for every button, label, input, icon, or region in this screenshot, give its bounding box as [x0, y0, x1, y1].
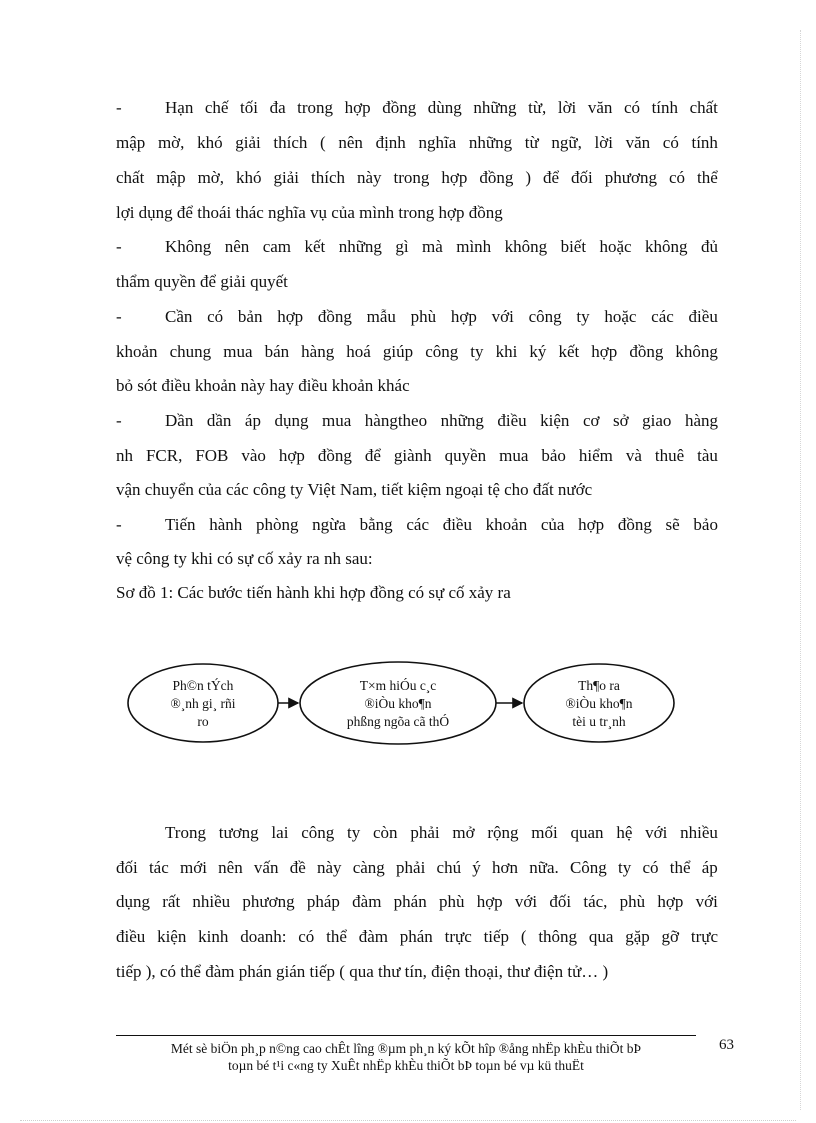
bullet-first-line: Cần có bản hợp đồng mẫu phù hợp với công ty hoặc các điều	[165, 307, 718, 326]
bullet-text-line: thẩm quyền để giải quyết	[116, 272, 288, 291]
footer-line-2: toµn bé t¹i c«ng ty XuÊt nhËp khÈu thiÕt bÞ toµn bé vµ kü thuËt	[228, 1058, 584, 1073]
bullet-first-line: Hạn chế tối đa trong hợp đồng dùng những từ, lời văn có tính chất	[165, 98, 718, 117]
bullet-text-line: lợi dụng để thoái thác nghĩa vụ của mình trong hợp đồng	[116, 203, 503, 222]
bullet-dash: -	[116, 515, 122, 534]
footer-rule	[116, 1035, 696, 1036]
bullet-dash: -	[116, 237, 122, 256]
page-number: 63	[719, 1037, 734, 1053]
flow-node-text: T×m hiÓu c¸c	[359, 678, 437, 693]
footer-line-1: Mét sè biÖn ph¸p n©ng cao chÊt lîng ®µm ph¸n ký kÕt hîp ®ång nhËp khÈu thiÕt bÞ	[170, 1041, 642, 1056]
bullet-first-line: Không nên cam kết những gì mà mình không biết hoặc không đủ	[165, 237, 718, 256]
paragraph-line: dụng rất nhiều phương pháp đàm phán phù hợp với đối tác, phù hợp với	[116, 892, 718, 911]
flow-node-text: tèi u tr¸nh	[572, 714, 626, 729]
flow-node-text: phßng ngõa cã thÓ	[346, 714, 450, 729]
paragraph-line: đối tác mới nên vấn đề này càng phải chú ý hơn nữa. Công ty có thể áp	[116, 858, 718, 877]
flow-node-text: Th¶o ra	[578, 678, 620, 693]
flow-node-text: ®iÒu kho¶n	[565, 696, 633, 711]
flow-node-text: ®¸nh gi¸ rñi	[170, 696, 236, 711]
paragraph-line: điều kiện kinh doanh: có thể đàm phán trực tiếp ( thông qua gặp gỡ trực	[116, 927, 718, 946]
bullet-first-line: Tiến hành phòng ngừa bằng các điều khoản của hợp đồng sẽ bảo	[165, 515, 718, 534]
bullet-text-line: vận chuyển của các công ty Việt Nam, tiết kiệm ngoại tệ cho đất nước	[116, 480, 593, 499]
bullet-text-line: bỏ sót điều khoản này hay điều khoản khác	[116, 376, 410, 395]
page-right-border	[800, 30, 801, 1110]
flow-node-text: Ph©n tÝch	[172, 678, 234, 693]
flow-node-text: ro	[197, 714, 209, 729]
bullet-text-line: chất mập mờ, khó giải thích này trong hợp đồng ) để đối phương có thể	[116, 168, 718, 187]
bullet-text-line: nh FCR, FOB vào hợp đồng để giành quyền mua bảo hiểm và thuê tàu	[116, 446, 718, 465]
diagram-caption: Sơ đồ 1: Các bước tiến hành khi hợp đồng có sự cố xảy ra	[116, 583, 511, 602]
page-bottom-border	[20, 1120, 796, 1121]
bullet-first-line: Dần dần áp dụng mua hàngtheo những điều kiện cơ sở giao hàng	[165, 411, 718, 430]
bullet-dash: -	[116, 98, 122, 117]
bullet-text-line: khoản chung mua bán hàng hoá giúp công ty khi ký kết hợp đồng không	[116, 342, 718, 361]
flow-node-text: ®iÒu kho¶n	[364, 696, 432, 711]
bullet-dash: -	[116, 307, 122, 326]
bullet-text-line: vệ công ty khi có sự cố xảy ra nh sau:	[116, 549, 373, 568]
bullet-text-line: mập mờ, khó giải thích ( nên định nghĩa những từ ngữ, lời văn có tính	[116, 133, 718, 152]
paragraph-line: tiếp ), có thể đàm phán gián tiếp ( qua thư tín, điện thoại, thư điện tử… )	[116, 962, 609, 981]
paragraph-first-line: Trong tương lai công ty còn phải mở rộng mối quan hệ với nhiều	[165, 823, 718, 842]
bullet-dash: -	[116, 411, 122, 430]
